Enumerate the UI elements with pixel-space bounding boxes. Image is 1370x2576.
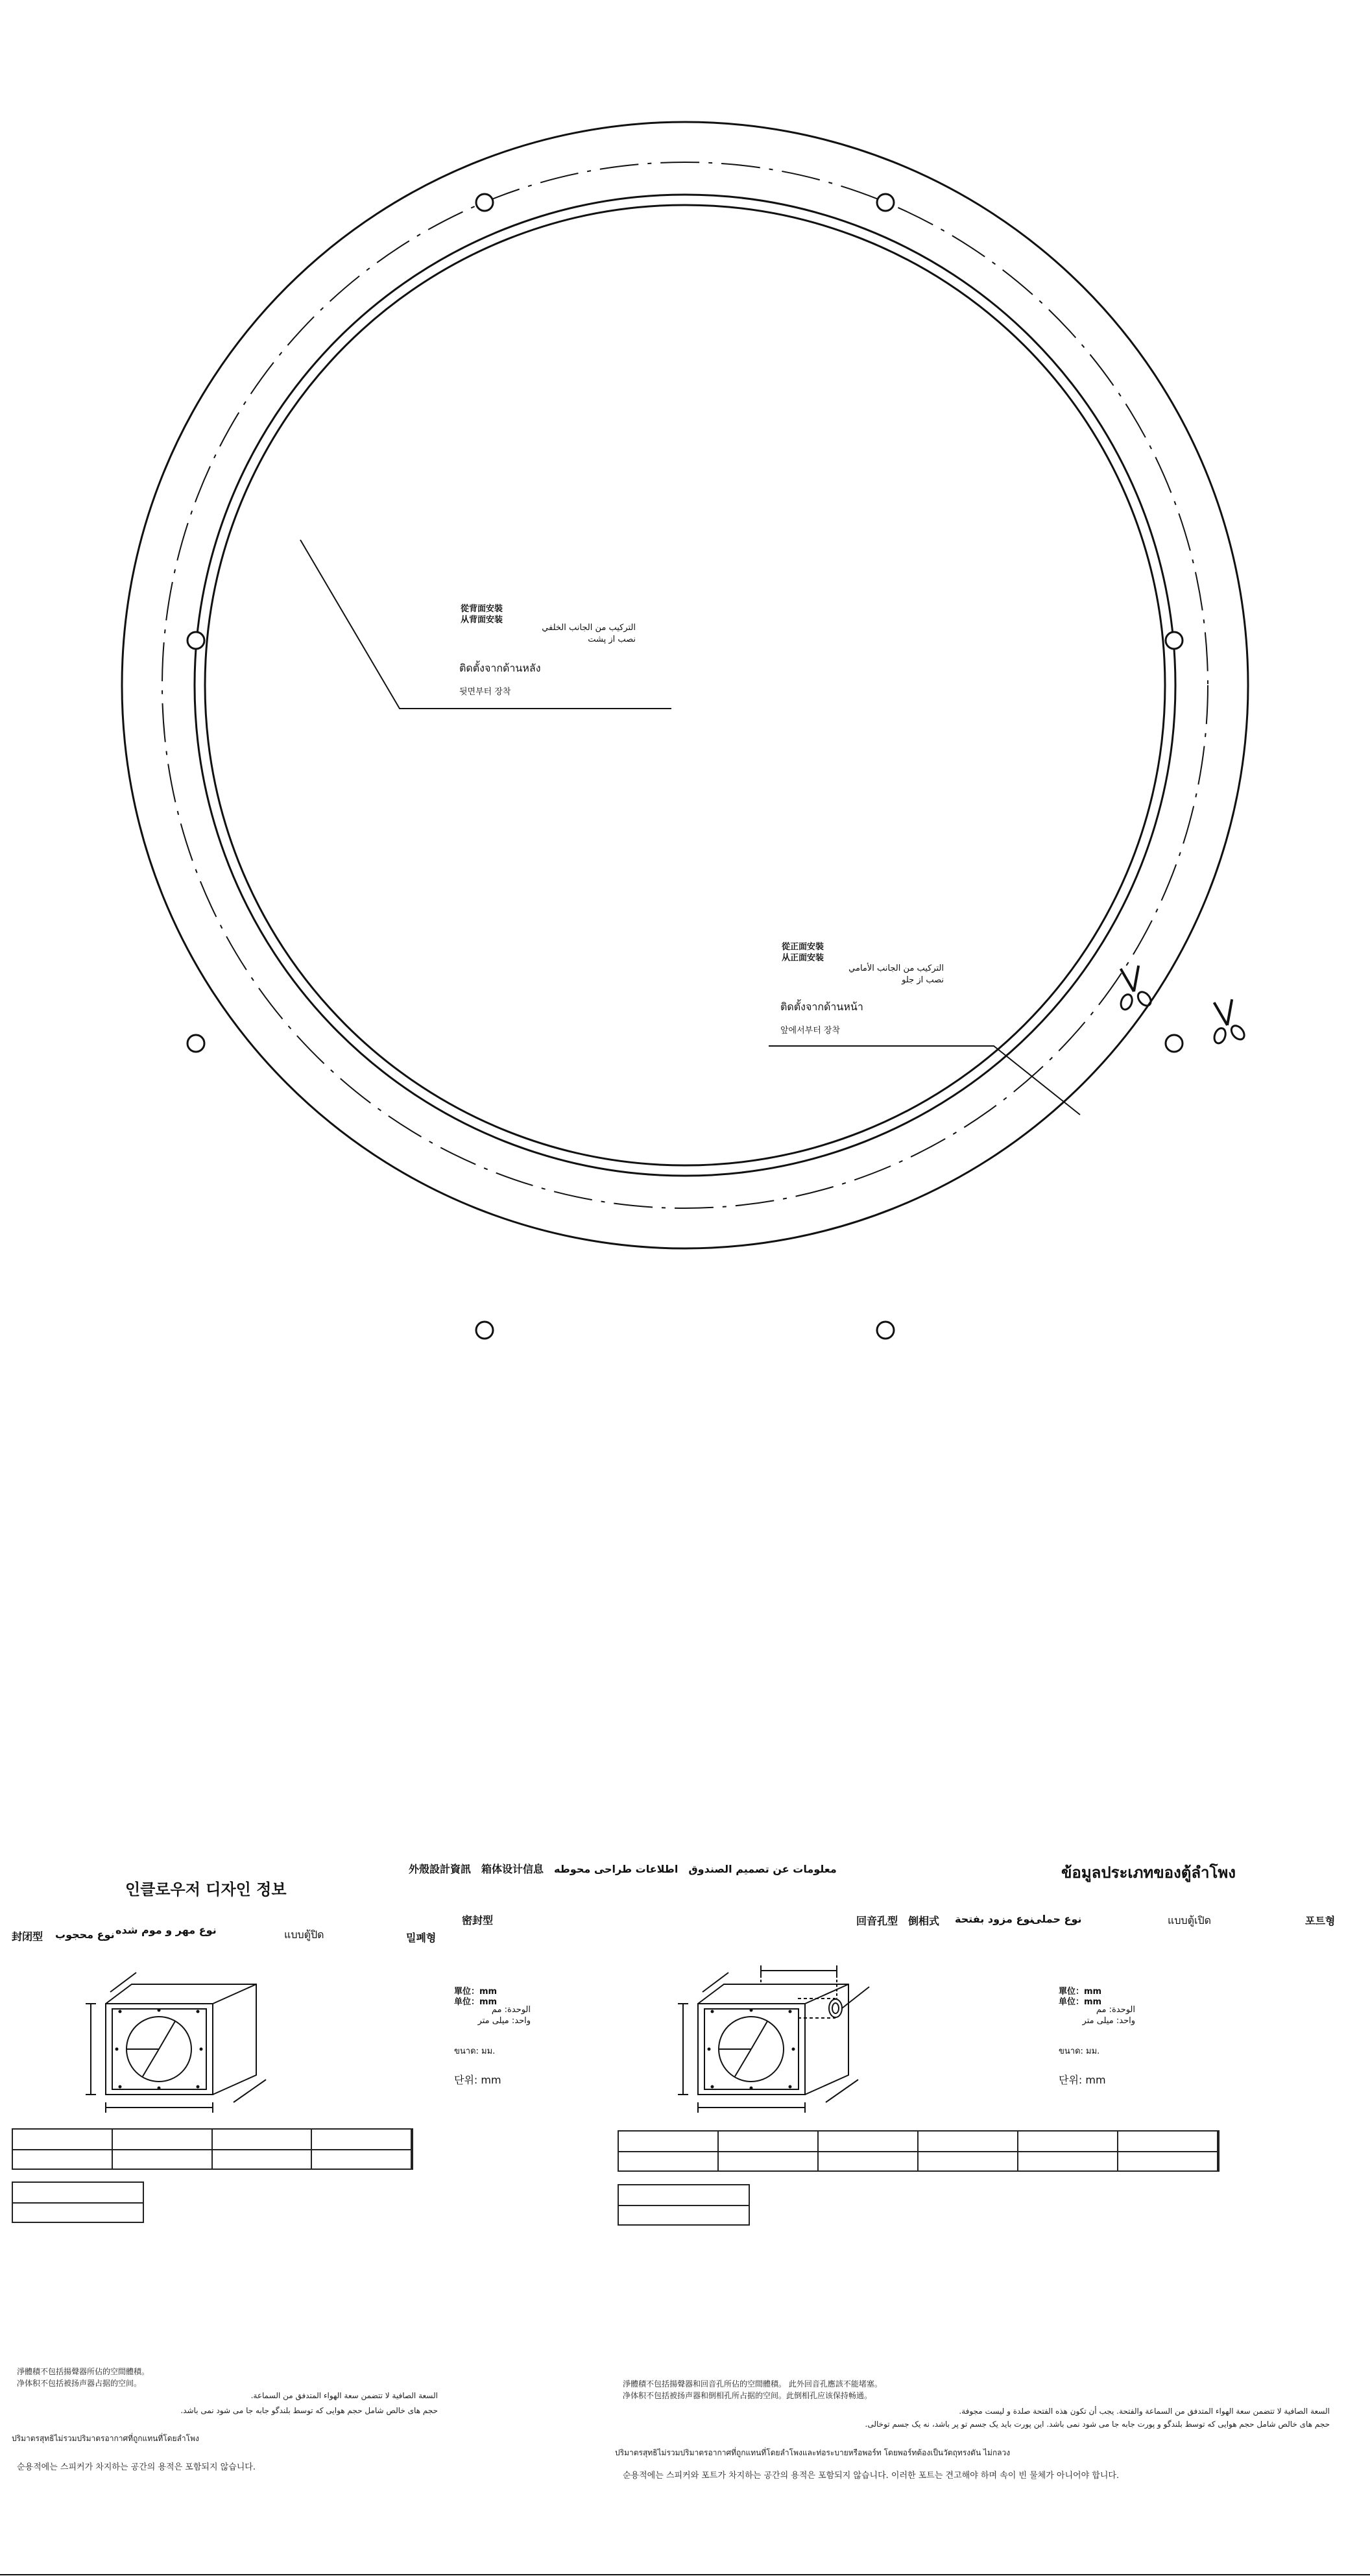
front-mount-label-th: ติดตั้งจากด้านหน้า xyxy=(780,1001,863,1013)
units-right-fa: واحد: میلی متر xyxy=(1082,2016,1135,2026)
units-left-th: ขนาด: มม. xyxy=(454,2047,496,2056)
ported-label-th: แบบตู้เปิด xyxy=(1168,1914,1212,1926)
rear-mount-label-fa: نصب از پشت xyxy=(588,635,636,644)
note-right-zh-cn: 净体积不包括被扬声器和倒相孔所占据的空间。此倒相孔应该保持畅通。 xyxy=(623,2391,872,2400)
enclosure-info-header: 外殼設計資訊 箱体设计信息 معلومات عن تصميم الصندوق اطلاعات طراحی محوطه xyxy=(409,1863,837,1875)
rear-mount-label-zh-cn: 从背面安装 xyxy=(461,615,503,625)
rear-mount-label-zh-tw: 從背面安裝 xyxy=(461,604,503,614)
units-left-ko: 단위: mm xyxy=(454,2074,501,2086)
sealed-label-fa: نوع محجوب xyxy=(55,1928,115,1941)
sealed-spec-table xyxy=(12,2128,413,2170)
ported-label-ko: 포트형 xyxy=(1305,1915,1336,1927)
bolt-hole xyxy=(476,1322,493,1339)
ported-spec-table xyxy=(618,2130,1220,2172)
ported-label-zh: 回音孔型 倒相式 xyxy=(856,1915,940,1927)
rear-mount-label-th: ติดตั้งจากด้านหลัง xyxy=(459,662,541,674)
scissors-icon xyxy=(1206,998,1248,1047)
note-left-th: ปริมาตรสุทธิไม่รวมปริมาตรอากาศที่ถูกแทนที่โดยลำโพง xyxy=(12,2434,199,2443)
scissors-icon xyxy=(1112,964,1155,1013)
bolt-hole xyxy=(476,194,493,211)
bolt-hole xyxy=(877,194,894,211)
sealed-volume-box xyxy=(12,2181,144,2223)
bolt-holes xyxy=(187,194,1183,1339)
units-left-fa: واحد: میلی متر xyxy=(477,2016,531,2026)
bolt-hole xyxy=(1166,1035,1183,1052)
sealed-label-ko: 밀폐형 xyxy=(406,1932,437,1944)
note-right-ko: 순용적에는 스피커와 포트가 차지하는 공간의 용적은 포함되지 않습니다. 이러한 포트는 견고해야 하며 속이 빈 물체가 아니어야 합니다. xyxy=(623,2471,1120,2481)
sealed-label-zh-tw: 密封型 xyxy=(462,1914,494,1926)
ported-volume-box xyxy=(618,2184,750,2226)
units-right-th: ขนาด: มม. xyxy=(1059,2047,1100,2056)
bolt-hole xyxy=(187,632,204,649)
ring-inner-edge-outer xyxy=(195,195,1175,1176)
enclosure-info-header-th: ข้อมูลประเภทของตู้ลำโพง xyxy=(1061,1864,1236,1882)
note-right-th: ปริมาตรสุทธิไม่รวมปริมาตรอากาศที่ถูกแทนที่โดยลำโพงและท่อระบายหรือพอร์ท โดยพอร์ทต้องเป็นวัตถุทรงตัน ไม่กลวง xyxy=(615,2448,1011,2457)
note-right-zh-tw: 淨體積不包括揚聲器和回音孔所佔的空間體積。 此外回音孔應該不能堵塞。 xyxy=(623,2379,882,2388)
note-left-fa: حجم های خالص شامل حجم هوایی که توسط بلندگو جابه جا می شود نمی باشد. xyxy=(180,2406,438,2415)
sealed-label-th: แบบตู้ปิด xyxy=(284,1928,324,1941)
bolt-hole xyxy=(877,1322,894,1339)
front-mount-label-ko: 앞에서부터 장착 xyxy=(780,1026,841,1036)
units-left-ar: الوحدة: مم xyxy=(491,2005,531,2015)
units-right-zh-cn: 单位：mm xyxy=(1059,1997,1102,2007)
rear-mount-label-ko: 뒷면부터 장착 xyxy=(459,687,511,697)
units-left-zh-cn: 单位：mm xyxy=(454,1997,498,2007)
note-left-ko: 순용적에는 스피커가 차지하는 공간의 용적은 포함되지 않습니다. xyxy=(17,2462,256,2472)
bolt-hole xyxy=(1166,632,1183,649)
sealed-label-zh: 封闭型 xyxy=(12,1930,43,1943)
note-left-ar: السعة الصافية لا تتضمن سعة الهواء المتدفق من السماعة. xyxy=(250,2391,438,2400)
front-mount-label-zh-cn: 从正面安装 xyxy=(782,953,824,963)
note-left-zh-cn: 净体积不包括被扬声器占据的空间。 xyxy=(17,2379,142,2388)
units-right-ko: 단위: mm xyxy=(1059,2074,1106,2086)
bolt-hole xyxy=(187,1035,204,1052)
front-mount-label-fa: نصب از جلو xyxy=(902,975,944,985)
rear-mount-label-ar: التركيب من الجانب الخلفي xyxy=(542,623,636,633)
front-mount-label-ar: التركيب من الجانب الأمامي xyxy=(848,964,944,973)
ported-label-fa: نوع مزود بفتحة xyxy=(955,1913,1034,1925)
ring-outer-edge xyxy=(122,122,1248,1248)
note-right-fa: حجم های خالص شامل حجم هوایی که توسط بلندگو و پورت جابه جا می شود نمی باشد. این پورت باید یک جسم تو پر باشد، نه یک جسم توخالی. xyxy=(865,2420,1330,2429)
units-right-zh-tw: 單位：mm xyxy=(1059,1987,1102,1997)
note-right-ar: السعة الصافية لا تتضمن سعة الهواء المتدفق من السماعة والفتحة. يجب أن تكون هذه الفتحة صلدة و ليست مجوفة. xyxy=(959,2407,1330,2416)
note-left-zh-tw: 淨體積不包括揚聲器所佔的空間體積。 xyxy=(17,2367,150,2376)
units-left-zh-tw: 單位：mm xyxy=(454,1987,498,1997)
bolt-circle xyxy=(162,162,1208,1208)
ported-label-ar: نوع حملی xyxy=(1031,1913,1082,1925)
front-mount-leader xyxy=(769,1046,1080,1115)
front-mount-label-zh-tw: 從正面安裝 xyxy=(782,942,824,952)
units-right-ar: الوحدة: مم xyxy=(1096,2005,1135,2015)
enclosure-info-header-ko: 인클로우저 디자인 정보 xyxy=(125,1880,287,1899)
ring-inner-edge-inner xyxy=(205,205,1165,1165)
sealed-label-ar: نوع مهر و موم شده xyxy=(115,1924,217,1936)
